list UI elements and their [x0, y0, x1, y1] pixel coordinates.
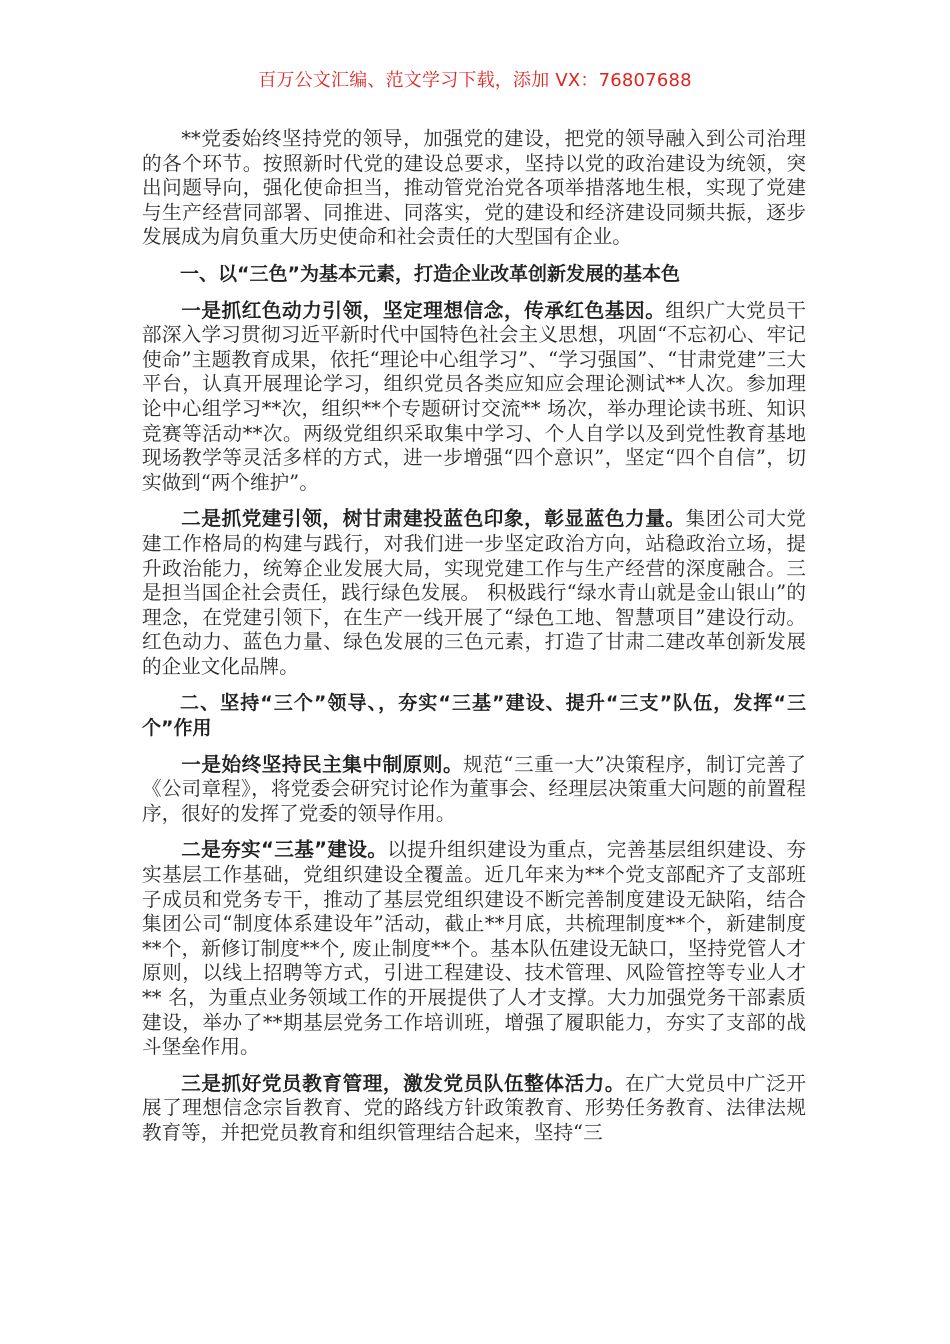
- section-2-paragraph-1: [142, 753, 806, 827]
- paragraph-text: 组织广大党员干部深入学习贯彻习近平新时代中国特色社会主义思想，巩固“不忘初心、牢记使命”主题教育成果，依托“理论中心组学习”、“学习强国”、“甘肃党建”三大平台，认真开展理论学习，组织党员各类应知应会理论测试**人次。参加理论中心组学习**次，组织**个专题研讨交流** 场次，举办理论读书班、知识竞赛等活动**次。两级党组织采取集中学习、个人自学以及到党性教育基地现场教学等灵活多样的方式，进一步增强“四个意识”，坚定“四个自信”，切实做到“两个维护”。: [142, 298, 807, 494]
- paragraph-lead: 三是抓好党员教育管理，激发党员队伍整体活力。: [181, 1071, 626, 1095]
- section-2-paragraph-2: [142, 838, 806, 1059]
- section-2-heading: 二、坚持“三个”领导、，夯实“三基”建设、提升“三支”队伍，发挥“三个”作用: [142, 692, 806, 740]
- section-1-heading: 一、以“三色”为基本元素，打造企业改革创新发展的基本色: [180, 262, 680, 285]
- paragraph-lead: 二是抓党建引领，树甘肃建投蓝色印象，彰显蓝色力量。: [181, 507, 686, 531]
- intro-paragraph: **党委始终坚持党的领导，加强党的建设，把党的领导融入到公司治理的各个环节。按照新时代党的建设总要求，坚持以党的政治建设为统领，突出问题导向，强化使命担当，推动管党治党各项举措落地生根，实现了党建与生产经营同部署、同推进、同落实，党的建设和经济建设同频共振，逐步发展成为肩负重大历史使命和社会责任的大型国有企业。: [142, 127, 806, 249]
- paragraph-lead: 一是始终坚持民主集中制原则。: [181, 752, 464, 776]
- document-body: [142, 127, 806, 1158]
- section-2-paragraph-3: [142, 1072, 806, 1146]
- paragraph-text: 集团公司大党建工作格局的构建与践行，对我们进一步坚定政治方向，站稳政治立场，提升政治能力，统筹企业发展大局，实现党建工作与生产经营的深度融合。三是担当国企社会责任，践行绿色发展。 积极践行“绿水青山就是金山银山”的理念，在党建引领下，在生产一线开展了“绿色工地、智慧项目”建设行动。红色动力、蓝色力量、绿色发展的三色元素，打造了甘肃二建改革创新发展的企业文化品牌。: [142, 507, 807, 678]
- paragraph-text: 在广大党员中广泛开展了理想信念宗旨教育、党的路线方针政策教育、形势任务教育、法律法规教育等，并把党员教育和组织管理结合起来，坚持“三: [142, 1071, 807, 1144]
- paragraph-text: 规范“三重一大”决策程序，制订完善了《公司章程》，将党委会研究讨论作为董事会、经理层决策重大问题的前置程序，很好的发挥了党委的领导作用。: [142, 752, 806, 825]
- paragraph-text: 以提升组织建设为重点，完善基层组织建设、夯实基层工作基础，党组织建设全覆盖。近几年来为**个党支部配齐了支部班子成员和党务专干，推动了基层党组织建设不断完善制度建设无缺陷，结合集团公司“制度体系建设年”活动，截止**月底，共梳理制度**个，新建制度**个，新修订制度**个, 废止制度**个。基本队伍建设无缺口，坚持党管人才原则，以线上招聘等方式，引进工程建设、技术管理、风险管控等专业人才** 名，为重点业务领域工作的开展提供了人才支撑。大力加强党务干部素质建设，举办了**期基层党务工作培训班，增强了履职能力，夯实了支部的战斗堡垒作用。: [142, 838, 806, 1059]
- paragraph-lead: 二是夯实“三基”建设。: [181, 838, 388, 862]
- section-1-paragraph-1: [142, 299, 806, 496]
- watermark-banner: 百万公文汇编、范文学习下载，添加 VX：76807688: [258, 70, 692, 91]
- section-1-paragraph-2: [142, 507, 806, 679]
- paragraph-lead: 一是抓红色动力引领，坚定理想信念，传承红色基因。: [181, 298, 666, 322]
